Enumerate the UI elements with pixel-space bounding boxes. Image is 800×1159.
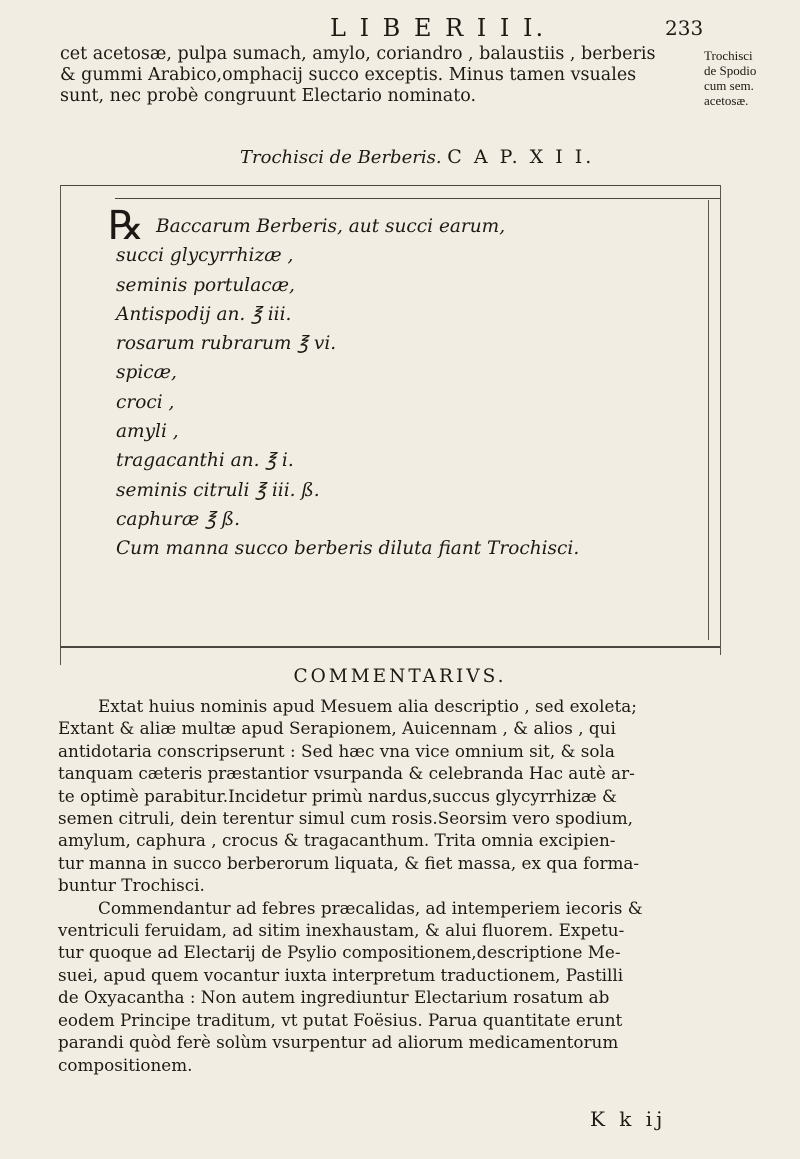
text-line: sunt, nec probè congruunt Electario nominato.	[60, 86, 477, 106]
recipe-ingredient: Baccarum Berberis, aut succi earum,	[156, 216, 506, 237]
commentary-title: COMMENTARIVS.	[293, 666, 507, 687]
text-line: te optimè parabitur.Incidetur primù nardus,succus glycyrrhizæ &	[58, 785, 617, 806]
text-line: Extat huius nominis apud Mesuem alia descriptio , sed exoleta;	[98, 696, 637, 716]
recipe-instruction: Cum manna succo berberis diluta fiant Trochisci.	[116, 538, 580, 560]
page-number: 233	[665, 16, 704, 40]
text-line: cet acetosæ, pulpa sumach, amylo, coriandro , balaustiis , berberis	[60, 44, 656, 64]
recipe-list	[116, 212, 716, 564]
recipe-ingredient: spicæ,	[116, 362, 177, 384]
recipe-ingredient: croci ,	[116, 391, 175, 413]
recipe-ingredient: succi glycyrrhizæ ,	[116, 245, 294, 267]
frame-top-rule	[60, 185, 720, 186]
text-line: de Oxyacantha : Non autem ingrediuntur Electarium rosatum ab	[58, 987, 610, 1008]
recipe-ingredient: caphuræ ℥ ß.	[116, 508, 240, 530]
frame-left-rule	[60, 185, 61, 665]
margin-note-line: de Spodio	[704, 63, 757, 78]
recipe-ingredient: seminis citruli ℥ iii. ß.	[116, 479, 320, 501]
margin-note-line: acetosæ.	[704, 93, 749, 108]
chapter-heading	[240, 146, 740, 168]
text-line: Commendantur ad febres præcalidas, ad intemperiem iecoris &	[98, 897, 643, 918]
text-line: parandi quòd ferè solùm vsurpentur ad aliorum medicamentorum	[58, 1032, 619, 1053]
signature-mark: K k ij	[590, 1107, 667, 1131]
recipe-symbol: ℞	[108, 203, 144, 249]
text-line: amylum, caphura , crocus & tragacanthum. Trita omnia excipien-	[58, 830, 616, 851]
text-line: tur quoque ad Electarij de Psylio compositionem,descriptione Me-	[58, 942, 621, 963]
commentary-body	[58, 695, 758, 1076]
text-line: antidotaria conscripserunt : Sed hæc vna vice omnium sit, & sola	[58, 740, 615, 761]
margin-note-line: cum sem.	[704, 78, 754, 93]
frame-right-rule	[720, 185, 721, 655]
text-line: buntur Trochisci.	[58, 875, 205, 896]
chapter-number: C A P. X I I.	[447, 146, 595, 168]
book-title: L I B E R I I I.	[330, 14, 547, 42]
text-line: & gummi Arabico,omphacij succo exceptis. Minus tamen vsuales	[60, 65, 637, 85]
frame-inner-top-rule	[115, 198, 720, 199]
recipe-ingredient: tragacanthi an. ℥ i.	[116, 450, 294, 472]
chapter-title: Trochisci de Berberis.	[240, 147, 442, 168]
text-line: tur manna in succo berberorum liquata, & fiet massa, ex qua forma-	[58, 852, 640, 873]
text-line: semen citruli, dein terentur simul cum rosis.Seorsim vero spodium,	[58, 808, 633, 829]
text-line: tanquam cæteris præstantior vsurpanda & celebranda Hac autè ar-	[58, 763, 635, 784]
text-line: ventriculi feruidam, ad sitim inexhaustam, & alui fluorem. Expetu-	[58, 920, 625, 941]
text-line: eodem Principe traditum, vt putat Foësius. Parua quantitate erunt	[58, 1009, 623, 1030]
margin-note-line: Trochisci	[704, 48, 753, 63]
margin-note	[704, 48, 794, 108]
text-line: suei, apud quem vocantur iuxta interpretum traductionem, Pastilli	[58, 964, 624, 985]
recipe-ingredient: rosarum rubrarum ℥ vi.	[116, 333, 337, 355]
text-line: Extant & aliæ multæ apud Serapionem, Auicennam , & alios , qui	[58, 718, 616, 739]
running-head	[0, 14, 800, 42]
intro-paragraph	[60, 44, 700, 107]
text-line: compositionem.	[58, 1054, 193, 1075]
recipe-ingredient: seminis portulacæ,	[116, 274, 295, 296]
frame-bottom-rule	[60, 646, 720, 648]
recipe-ingredient: Antispodij an. ℥ iii.	[116, 303, 292, 325]
recipe-ingredient: amyli ,	[116, 421, 179, 443]
